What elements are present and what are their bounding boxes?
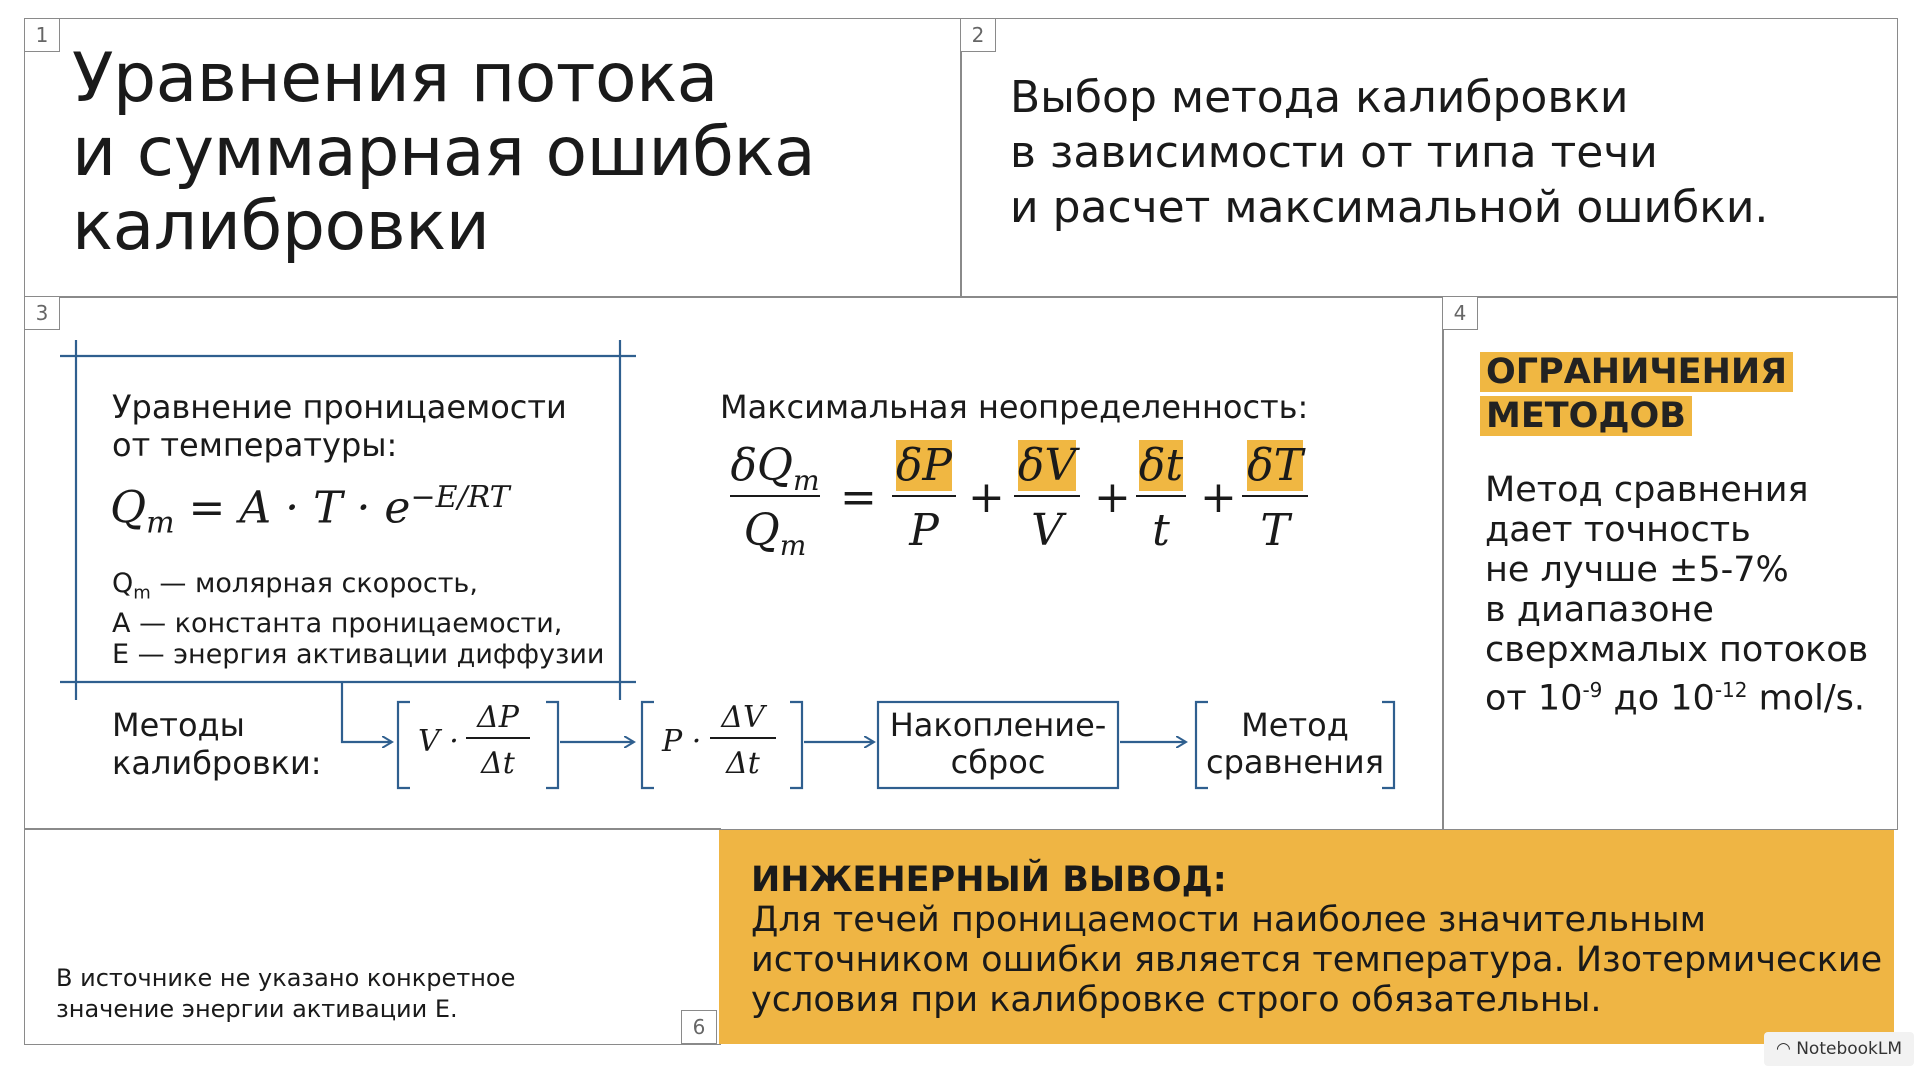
range-from: от 10	[1485, 678, 1583, 719]
limits-tag-line	[1480, 350, 1793, 394]
term-highlight: δt	[1138, 440, 1184, 491]
method-3-line: сброс	[950, 743, 1046, 781]
legend-subscript: m	[133, 582, 151, 604]
panel-number-2: 2	[960, 18, 996, 52]
lhs-denominator	[730, 505, 820, 562]
limits-tag-text: МЕТОДОВ	[1480, 396, 1692, 436]
subtitle-line: и расчет максимальной ошибки.	[1010, 182, 1769, 233]
eq-rhs: = A · T · e	[188, 482, 411, 534]
method-1-numerator: ΔP	[477, 700, 519, 735]
lhs-den-symbol: Q	[743, 505, 780, 556]
permeability-heading-line: от температуры:	[112, 426, 398, 464]
notebooklm-logo	[1764, 1032, 1914, 1066]
limits-line: в диапазоне	[1485, 590, 1714, 630]
legend-symbol: E	[112, 639, 130, 671]
lhs-num-sub: m	[793, 463, 820, 497]
legend-symbol: Q	[112, 568, 134, 599]
source-note-line: значение энергии активации E.	[56, 995, 458, 1023]
method-3-line: Накопление-	[889, 706, 1107, 744]
legend-text: — константа проницаемости,	[130, 608, 563, 640]
methods-label	[112, 706, 322, 782]
permeability-equation	[110, 480, 510, 540]
limits-line: не лучше ±5-7%	[1485, 550, 1789, 590]
range-exp-1: -9	[1582, 678, 1603, 702]
conclusion-body: Для течей проницаемости наиболее значительным источником ошибки является температура. Изотермические условия при калибровке строго обязательны.	[751, 900, 1883, 1020]
range-exp-2: -12	[1714, 678, 1748, 702]
lhs-den-sub: m	[779, 528, 807, 562]
methods-label-line: калибровки:	[112, 744, 322, 782]
subtitle-line: в зависимости от типа течи	[1010, 127, 1658, 178]
panel-number-6: 6	[681, 1010, 717, 1044]
plus-sign: +	[1094, 472, 1131, 523]
eq-q: Q	[110, 482, 147, 534]
limits-line: сверхмалых потоков	[1485, 630, 1869, 670]
range-unit: mol/s.	[1747, 678, 1866, 719]
permeability-heading	[112, 388, 567, 464]
method-2-factor: P ·	[662, 724, 702, 759]
term-highlight: δP	[895, 440, 953, 491]
term-denominator: V	[1031, 505, 1063, 556]
eq-q-subscript: m	[146, 505, 175, 541]
term-denominator: t	[1152, 505, 1170, 556]
page-title	[72, 39, 816, 266]
limits-line: Метод сравнения	[1485, 470, 1809, 510]
method-1-factor: V ·	[418, 724, 459, 759]
notebooklm-icon: ◠	[1775, 1039, 1791, 1059]
limits-line: дает точность	[1485, 510, 1751, 550]
equals-sign: =	[840, 472, 877, 523]
plus-sign: +	[1200, 472, 1237, 523]
method-4-line: сравнения	[1206, 743, 1384, 781]
limits-tag-text: ОГРАНИЧЕНИЯ	[1480, 352, 1793, 392]
range-mid: до 10	[1602, 678, 1715, 719]
logo-text: NotebookLM	[1796, 1039, 1903, 1059]
permeability-heading-line: Уравнение проницаемости	[112, 388, 567, 426]
lhs-numerator	[730, 440, 820, 497]
conclusion-panel	[719, 830, 1894, 1044]
uncertainty-heading: Максимальная неопределенность:	[720, 388, 1309, 426]
title-line: Уравнения потока	[72, 39, 718, 118]
conclusion-title: ИНЖЕНЕРНЫЙ ВЫВОД:	[751, 860, 1227, 900]
limits-text	[1485, 470, 1868, 719]
term-numerator	[1242, 440, 1308, 491]
source-note-line: В источнике не указано конкретное	[56, 964, 516, 992]
title-line: калибровки	[72, 187, 490, 266]
legend-row	[112, 639, 604, 670]
source-note	[56, 963, 515, 1025]
method-4-label	[1196, 707, 1394, 781]
method-2-numerator: ΔV	[721, 700, 765, 735]
panel-number-4: 4	[1442, 296, 1478, 330]
eq-exponent: −E/RT	[410, 480, 510, 515]
term-numerator	[1136, 440, 1186, 491]
permeability-legend	[112, 568, 604, 670]
legend-text: — молярная скорость,	[150, 568, 478, 599]
limits-range	[1485, 670, 1868, 719]
term-numerator	[1014, 440, 1080, 491]
limits-tag-line	[1480, 394, 1793, 438]
term-highlight: δV	[1017, 440, 1077, 491]
panel-number-1: 1	[24, 18, 60, 52]
subtitle-line: Выбор метода калибровки	[1010, 72, 1629, 123]
plus-sign: +	[968, 472, 1005, 523]
term-denominator: T	[1260, 505, 1290, 556]
legend-row	[112, 608, 604, 639]
panel-number-3: 3	[24, 296, 60, 330]
method-1-denominator: Δt	[481, 746, 515, 781]
term-denominator: P	[909, 505, 939, 556]
subtitle	[1010, 70, 1768, 235]
legend-row	[112, 568, 604, 608]
title-line: и суммарная ошибка	[72, 113, 816, 192]
method-2-denominator: Δt	[726, 746, 760, 781]
limits-tag	[1480, 350, 1793, 438]
term-highlight: δT	[1247, 440, 1303, 491]
methods-label-line: Методы	[112, 706, 245, 744]
term-numerator	[892, 440, 956, 491]
method-4-line: Метод	[1241, 706, 1349, 744]
method-3-label	[878, 707, 1118, 781]
legend-symbol: A	[112, 608, 131, 640]
lhs-num-symbol: δQ	[730, 440, 793, 491]
legend-text: — энергия активации диффузии	[129, 639, 605, 671]
